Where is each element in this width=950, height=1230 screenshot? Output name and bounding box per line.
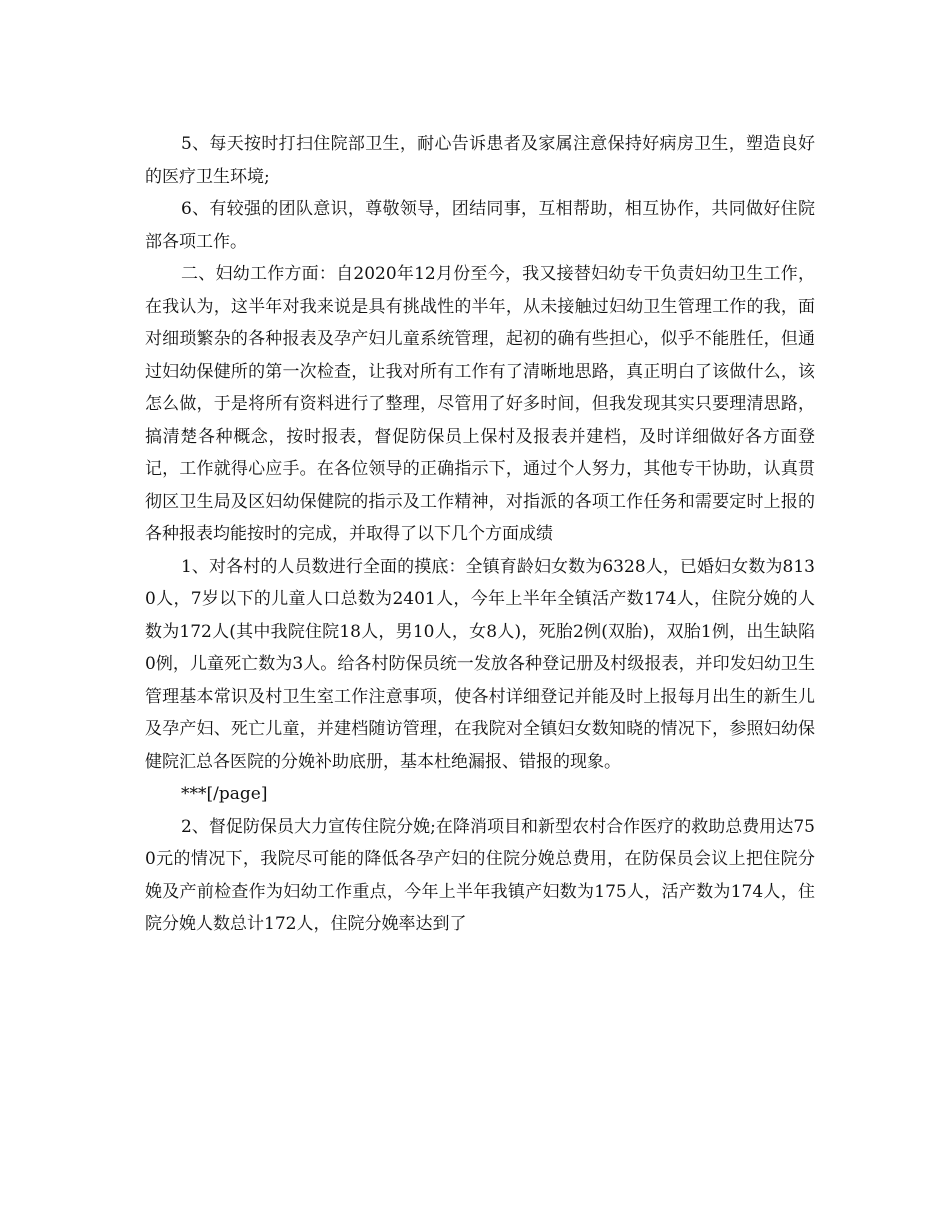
paragraph-item-2-hospital-delivery: 2、督促防保员大力宣传住院分娩;在降消项目和新型农村合作医疗的救助总费用达750元的情况下，我院尽可能的降低各孕产妇的住院分娩总费用，在防保员会议上把住院分娩及产前检查作为妇幼工作重点，今年上半年我镇产妇数为175人，活产数为174人，住院分娩人数总计172人，住院分娩率达到了 <box>145 816 815 934</box>
paragraph-item-1-population-survey: 1、对各村的人员数进行全面的摸底：全镇育龄妇女数为6328人，已婚妇女数为8130人，7岁以下的儿童人口总数为2401人，今年上半年全镇活产数174人，住院分娩的人数为172人(其中我院住院18人，男10人，女8人)，死胎2例(双胎)，双胎1例，出生缺陷0例，儿童死亡数为3人。给各村防保员统一发放各种登记册及村级报表，并印发妇幼卫生管理基本常识及村卫生室工作注意事项，使各村详细登记并能及时上报每月出生的新生儿及孕产妇、死亡儿童，并建档随访管理，在我院对全镇妇女数知晓的情况下，参照妇幼保健院汇总各医院的分娩补助底册，基本杜绝漏报、错报的现象。 <box>145 556 815 772</box>
page-break-marker: ***[/page] <box>181 784 268 804</box>
paragraph-item-6: 6、有较强的团队意识，尊敬领导，团结同事，互相帮助，相互协作，共同做好住院部各项工作。 <box>145 199 815 252</box>
paragraph-item-5: 5、每天按时打扫住院部卫生，耐心告诉患者及家属注意保持好病房卫生，塑造良好的医疗卫生环境; <box>145 134 815 187</box>
document-body <box>145 128 815 941</box>
paragraph-section-2-maternal-child-work: 二、妇幼工作方面：自2020年12月份至今，我又接替妇幼专干负责妇幼卫生工作，在我认为，这半年对我来说是具有挑战性的半年，从未接触过妇幼卫生管理工作的我，面对细琐繁杂的各种报表及孕产妇儿童系统管理，起初的确有些担心，似乎不能胜任，但通过妇幼保健所的第一次检查，让我对所有工作有了清晰地思路，真正明白了该做什么，该怎么做，于是将所有资料进行了整理，尽管用了好多时间，但我发现其实只要理清思路，搞清楚各种概念，按时报表，督促防保员上保村及报表并建档，及时详细做好各方面登记，工作就得心应手。在各位领导的正确指示下，通过个人努力，其他专干协助，认真贯彻区卫生局及区妇幼保健院的指示及工作精神，对指派的各项工作任务和需要定时上报的各种报表均能按时的完成，并取得了以下几个方面成绩 <box>145 264 815 544</box>
